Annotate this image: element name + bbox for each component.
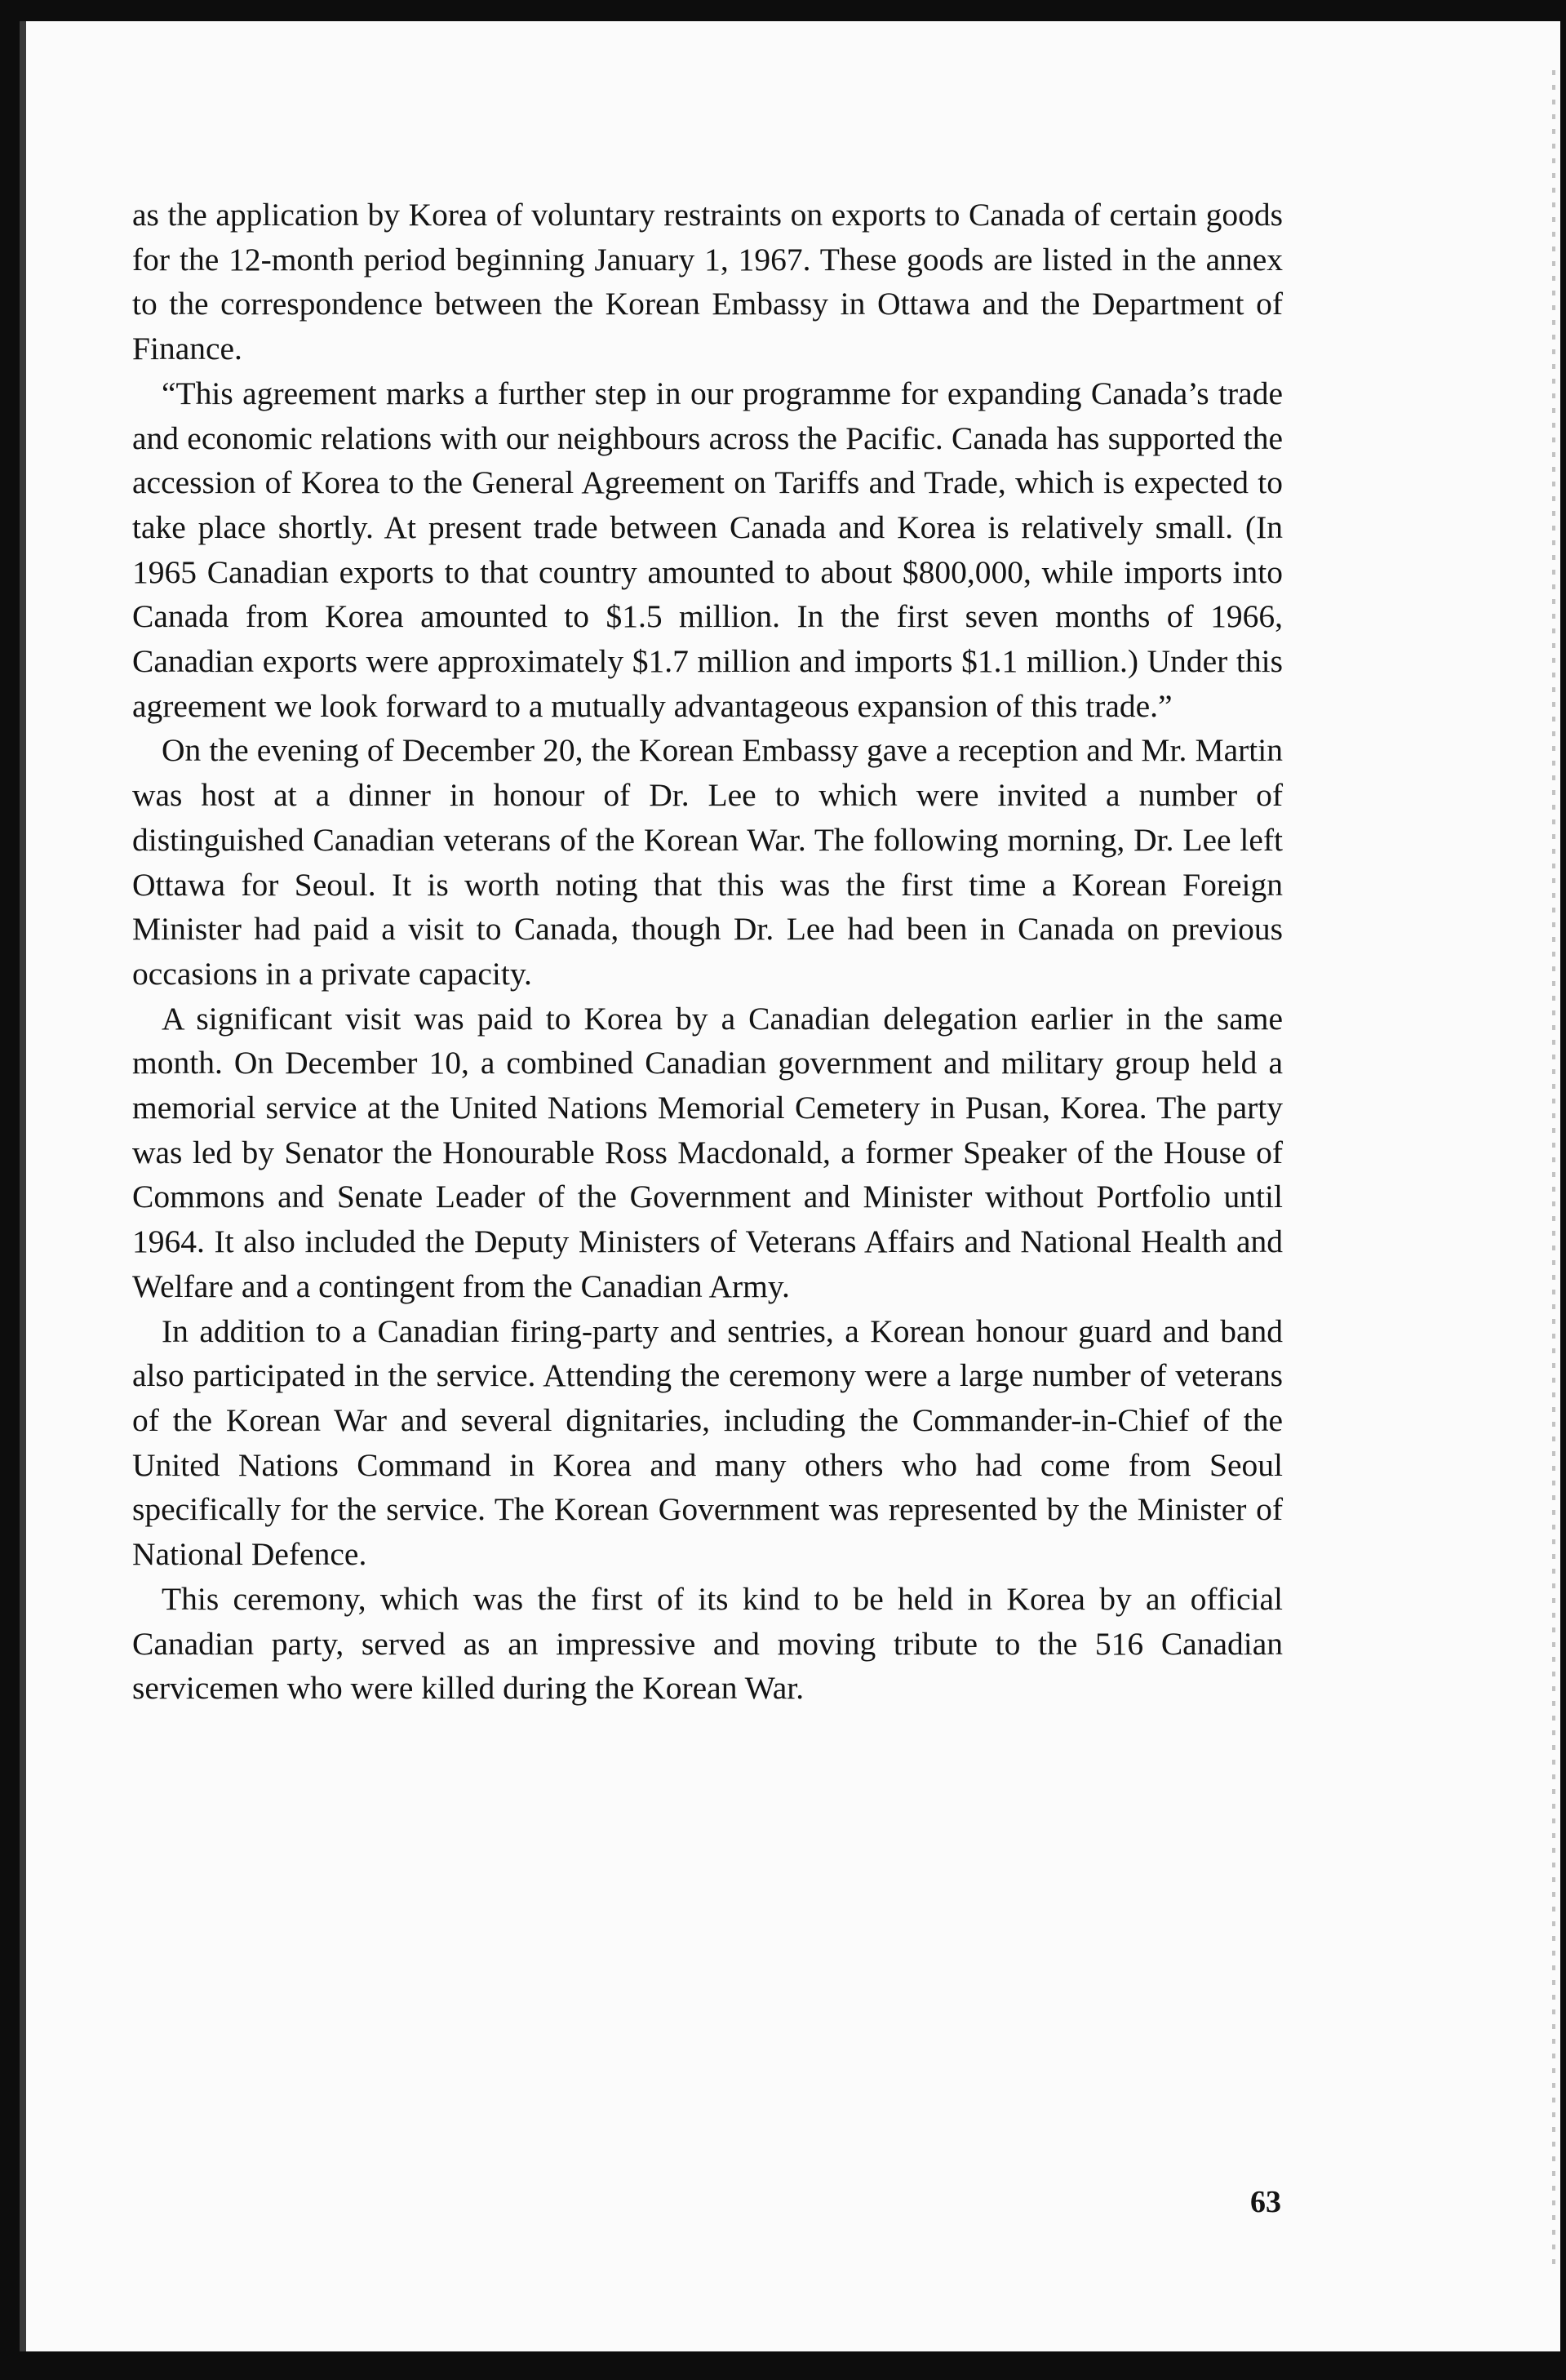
document-page [20,21,1560,2351]
paragraph-4: A significant visit was paid to Korea by a Canadian delegation earlier in the same month. On December 10, a combined Canadian government and military group held a memorial service at the United Nations Memorial Cemetery in Pusan, Korea. The party was led by Senator the Honourable Ross Macdonald, a former Speaker of the House of Commons and Senate Leader of the Government and Minister without Portfolio until 1964. It also included the Deputy Ministers of Veterans Affairs and National Health and Welfare and a contingent from the Canadian Army. [132,1000,1283,1304]
paragraph-2: “This agreement marks a further step in our programme for expanding Canada’s trade and economic relations with our neighbours across the Pacific. Canada has supported the accession of Korea to the General Agreement on Tariffs and Trade, which is expected to take place shortly. At present trade between Canada and Korea is relatively small. (In 1965 Canadian exports to that country amounted to about $800,000, while imports into Canada from Korea amounted to $1.5 million. In the first seven months of 1966, Canadian exports were approximately $1.7 million and imports $1.1 million.) Under this agreement we look forward to a mutually advantageous expansion of this trade.” [132,375,1283,724]
body-text [132,193,1283,1711]
paragraph-6: This ceremony, which was the first of its kind to be held in Korea by an official Canadian party, served as an impressive and moving tribute to the 516 Canadian servicemen who were killed during the Korean War. [132,1580,1283,1707]
paragraph-1: as the application by Korea of voluntary restraints on exports to Canada of certain goods for the 12-month period beginning January 1, 1967. These goods are listed in the annex to the correspondence between the Korean Embassy in Ottawa and the Department of Finance. [132,197,1283,367]
paragraph-5: In addition to a Canadian firing-party and sentries, a Korean honour guard and band also participated in the service. Attending the ceremony were a large number of veterans of the Korean War and several dignitaries, including the Commander-in-Chief of the United Nations Command in Korea and many others who had come from Seoul specifically for the service. The Korean Government was represented by the Minister of National Defence. [132,1312,1283,1573]
page-edge-shadow [1552,70,1555,2274]
page-number: 63 [1250,2185,1281,2219]
paragraph-3: On the evening of December 20, the Korean Embassy gave a reception and Mr. Martin was host at a dinner in honour of Dr. Lee to which were invited a number of distinguished Canadian veterans of the Korean War. The following morning, Dr. Lee left Ottawa for Seoul. It is worth noting that this was the first time a Korean Foreign Minister had paid a visit to Canada, though Dr. Lee had been in Canada on previous occasions in a private capacity. [132,732,1283,992]
